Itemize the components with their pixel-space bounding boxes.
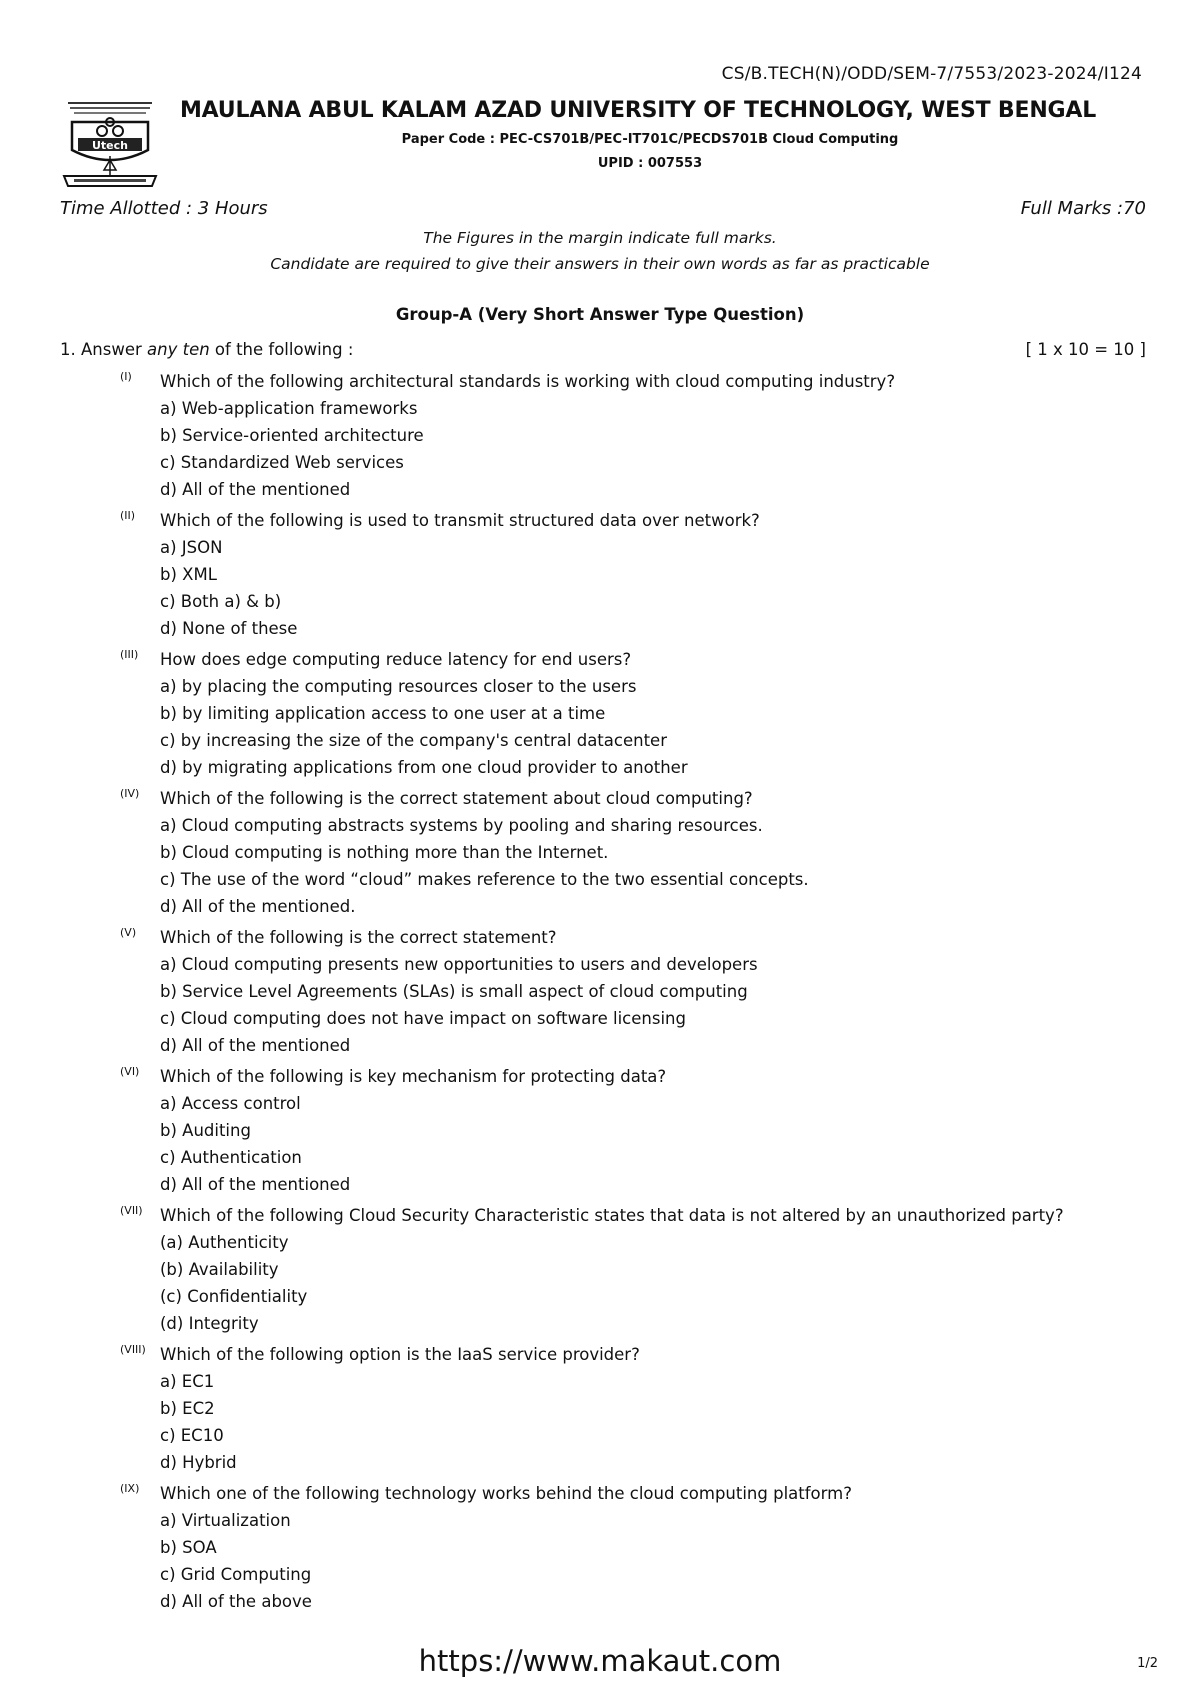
university-logo bbox=[60, 98, 160, 194]
question-text: Which of the following is key mechanism for protecting data? bbox=[160, 1067, 667, 1086]
instruction-answers: Candidate are required to give their answers in their own words as far as practicable bbox=[270, 255, 930, 273]
option: d) Hybrid bbox=[160, 1453, 237, 1472]
logo-text: Utech bbox=[91, 139, 129, 152]
option: a) Cloud computing presents new opportunities to users and developers bbox=[160, 955, 758, 974]
option: b) SOA bbox=[160, 1538, 217, 1557]
option: a) EC1 bbox=[160, 1372, 215, 1391]
option: (b) Availability bbox=[160, 1260, 279, 1279]
question-1-intro bbox=[60, 340, 353, 359]
option: (a) Authenticity bbox=[160, 1233, 289, 1252]
option: d) All of the mentioned bbox=[160, 480, 351, 499]
question-number: (I) bbox=[120, 370, 132, 383]
option: b) Service Level Agreements (SLAs) is small aspect of cloud computing bbox=[160, 982, 748, 1001]
question-item bbox=[60, 646, 1160, 781]
question-item bbox=[60, 1341, 1160, 1476]
question-text: Which of the following Cloud Security Characteristic states that data is not altered by an unauthorized party? bbox=[160, 1206, 1064, 1225]
option: a) Cloud computing abstracts systems by pooling and sharing resources. bbox=[160, 816, 763, 835]
option: b) Cloud computing is nothing more than the Internet. bbox=[160, 843, 609, 862]
intro-emphasis: any ten bbox=[147, 340, 210, 359]
question-text: Which of the following is the correct statement? bbox=[160, 928, 557, 947]
question-item bbox=[60, 507, 1160, 642]
question-number: (VI) bbox=[120, 1065, 140, 1078]
option: c) The use of the word “cloud” makes reference to the two essential concepts. bbox=[160, 870, 809, 889]
option: d) All of the above bbox=[160, 1592, 312, 1611]
option: b) XML bbox=[160, 565, 217, 584]
option: c) Cloud computing does not have impact on software licensing bbox=[160, 1009, 686, 1028]
university-name: MAULANA ABUL KALAM AZAD UNIVERSITY OF TECHNOLOGY, WEST BENGAL bbox=[179, 98, 1097, 123]
option: d) All of the mentioned. bbox=[160, 897, 356, 916]
question-text: Which one of the following technology works behind the cloud computing platform? bbox=[160, 1484, 852, 1503]
option: b) Auditing bbox=[160, 1121, 251, 1140]
option: a) JSON bbox=[160, 538, 223, 557]
option: c) Authentication bbox=[160, 1148, 302, 1167]
option: c) by increasing the size of the company's central datacenter bbox=[160, 731, 667, 750]
option: b) EC2 bbox=[160, 1399, 215, 1418]
group-a-title: Group-A (Very Short Answer Type Question) bbox=[395, 305, 805, 324]
option: d) All of the mentioned bbox=[160, 1175, 351, 1194]
paper-code: Paper Code : PEC-CS701B/PEC-IT701C/PECDS701B Cloud Computing bbox=[401, 132, 899, 147]
question-text: How does edge computing reduce latency for end users? bbox=[160, 650, 632, 669]
question-number: (II) bbox=[120, 509, 136, 522]
question-item bbox=[60, 1063, 1160, 1198]
question-item bbox=[60, 785, 1160, 920]
question-text: Which of the following option is the IaaS service provider? bbox=[160, 1345, 640, 1364]
option: a) Access control bbox=[160, 1094, 301, 1113]
option: d) by migrating applications from one cloud provider to another bbox=[160, 758, 688, 777]
question-text: Which of the following is the correct statement about cloud computing? bbox=[160, 789, 753, 808]
upid: UPID : 007553 bbox=[597, 156, 703, 171]
option: (d) Integrity bbox=[160, 1314, 259, 1333]
option: d) None of these bbox=[160, 619, 298, 638]
question-text: Which of the following architectural standards is working with cloud computing industry? bbox=[160, 372, 896, 391]
option: (c) Confidentiality bbox=[160, 1287, 308, 1306]
question-item bbox=[60, 924, 1160, 1059]
exam-code: CS/B.TECH(N)/ODD/SEM-7/7553/2023-2024/I124 bbox=[721, 64, 1142, 84]
instruction-margin: The Figures in the margin indicate full marks. bbox=[423, 229, 777, 247]
option: c) Both a) & b) bbox=[160, 592, 282, 611]
question-number: (V) bbox=[120, 926, 137, 939]
question-item bbox=[60, 368, 1160, 503]
page-number: 1/2 bbox=[1137, 1656, 1158, 1671]
option: c) EC10 bbox=[160, 1426, 224, 1445]
option: a) Web-application frameworks bbox=[160, 399, 418, 418]
question-number: (VIII) bbox=[120, 1343, 146, 1356]
option: a) Virtualization bbox=[160, 1511, 291, 1530]
option: c) Grid Computing bbox=[160, 1565, 312, 1584]
option: d) All of the mentioned bbox=[160, 1036, 351, 1055]
group-a-marks: [ 1 x 10 = 10 ] bbox=[1025, 340, 1146, 359]
footer-url-link[interactable]: https://www.makaut.com bbox=[418, 1644, 782, 1678]
question-list bbox=[60, 368, 1160, 1619]
option: b) by limiting application access to one user at a time bbox=[160, 704, 606, 723]
question-text: Which of the following is used to transmit structured data over network? bbox=[160, 511, 760, 530]
time-allotted: Time Allotted : 3 Hours bbox=[60, 198, 268, 219]
question-item bbox=[60, 1202, 1160, 1337]
question-item bbox=[60, 1480, 1160, 1615]
question-number: (VII) bbox=[120, 1204, 143, 1217]
question-number: (IX) bbox=[120, 1482, 140, 1495]
intro-suffix: of the following : bbox=[209, 340, 354, 359]
question-number: (IV) bbox=[120, 787, 140, 800]
option: b) Service-oriented architecture bbox=[160, 426, 424, 445]
option: c) Standardized Web services bbox=[160, 453, 404, 472]
option: a) by placing the computing resources closer to the users bbox=[160, 677, 637, 696]
question-number: (III) bbox=[120, 648, 139, 661]
full-marks: Full Marks :70 bbox=[1020, 198, 1146, 219]
intro-prefix: 1. Answer bbox=[60, 340, 148, 359]
